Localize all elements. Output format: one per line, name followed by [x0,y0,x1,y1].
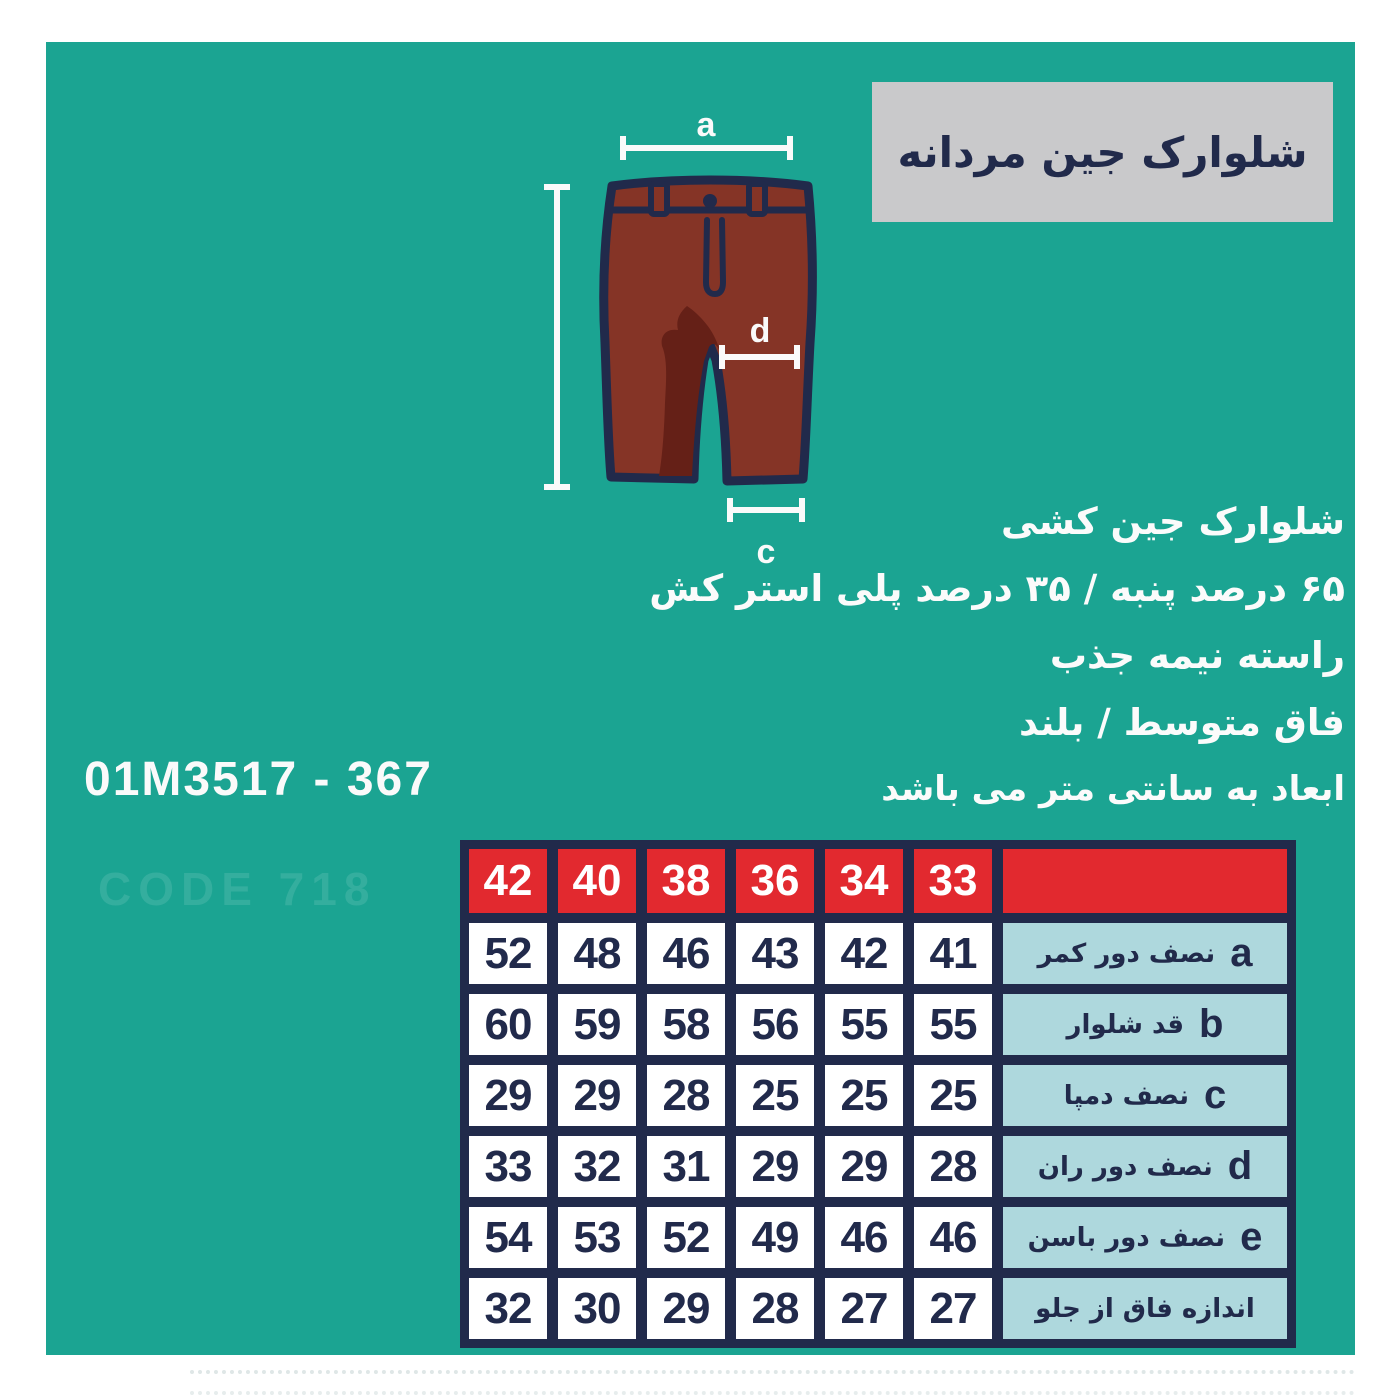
table-cell: 25 [825,1065,903,1126]
size-header-spacer [1003,849,1287,913]
description-line-4: فاق متوسط / بلند [1018,701,1345,744]
description-line-5: ابعاد به سانتی متر می باشد [881,769,1345,809]
table-cell: 52 [469,923,547,984]
row-label-c [1003,1065,1287,1126]
description-block [645,488,1345,823]
product-title: شلوارک جین مردانه [897,127,1308,177]
row-label-text: نصف دور کمر [1037,938,1216,969]
table-cell: 30 [558,1278,636,1339]
table-cell: 28 [647,1065,725,1126]
belt-loop-left [651,184,667,214]
table-cell: 29 [736,1136,814,1197]
row-label-b [1003,994,1287,1055]
table-cell: 54 [469,1207,547,1268]
row-label-letter: b [1199,1002,1224,1046]
table-cell: 56 [736,994,814,1055]
table-cell: 46 [914,1207,992,1268]
table-cell: 48 [558,923,636,984]
measure-length [544,187,570,487]
table-cell: 29 [825,1136,903,1197]
table-cell: 41 [914,923,992,984]
row-label-e [1003,1207,1287,1268]
size-header: 33 [914,849,992,913]
row-label-d [1003,1136,1287,1197]
table-cell: 58 [647,994,725,1055]
button [703,194,717,208]
size-table [460,840,1296,1348]
table-cell: 46 [825,1207,903,1268]
row-label-front-rise [1003,1278,1287,1339]
row-label-text: نصف دور ران [1037,1151,1213,1182]
row-label-letter: c [1203,1073,1227,1117]
table-cell: 59 [558,994,636,1055]
table-cell: 33 [469,1136,547,1197]
table-cell: 32 [558,1136,636,1197]
description-line-3: راسته نیمه جذب [1049,634,1345,677]
table-cell: 32 [469,1278,547,1339]
table-cell: 43 [736,923,814,984]
table-cell: 52 [647,1207,725,1268]
row-label-text: قد شلوار [1066,1009,1185,1040]
row-label-a [1003,923,1287,984]
row-label-letter: e [1240,1215,1263,1259]
table-cell: 46 [647,923,725,984]
table-cell: 53 [558,1207,636,1268]
size-header: 42 [469,849,547,913]
row-label-text: نصف دمپا [1063,1080,1189,1111]
description-line-1: شلوارک جین کشی [1001,500,1345,543]
size-header: 40 [558,849,636,913]
table-cell: 55 [914,994,992,1055]
table-cell: 29 [558,1065,636,1126]
table-cell: 29 [647,1278,725,1339]
table-cell: 27 [825,1278,903,1339]
table-cell: 28 [736,1278,814,1339]
row-label-text: اندازه فاق از جلو [1035,1293,1255,1324]
table-cell: 25 [736,1065,814,1126]
product-code: 01M3517 - 367 [84,753,433,806]
table-cell: 25 [914,1065,992,1126]
watermark-code: CODE 718 [98,863,377,915]
table-cell: 49 [736,1207,814,1268]
table-cell: 31 [647,1136,725,1197]
measure-c-label: c [756,533,776,568]
cutoff-dots-row [190,1391,1355,1395]
measure-d-label: d [749,312,771,350]
cutoff-dots-row [190,1370,1355,1374]
table-cell: 60 [469,994,547,1055]
table-cell: 27 [914,1278,992,1339]
size-header: 38 [647,849,725,913]
description-line-2: ۶۵ درصد پنبه / ۳۵ درصد پلی استر کش [649,567,1345,610]
shorts-shadow [659,306,720,476]
table-cell: 55 [825,994,903,1055]
size-header: 34 [825,849,903,913]
size-header: 36 [736,849,814,913]
table-cell: 42 [825,923,903,984]
row-label-letter: a [1230,931,1253,975]
measure-a-label: a [696,106,716,144]
belt-loop-right [749,184,765,214]
table-cell: 28 [914,1136,992,1197]
row-label-text: نصف دور باسن [1027,1222,1226,1253]
row-label-letter: d [1227,1144,1253,1188]
table-cell: 29 [469,1065,547,1126]
product-title-box [872,82,1333,222]
